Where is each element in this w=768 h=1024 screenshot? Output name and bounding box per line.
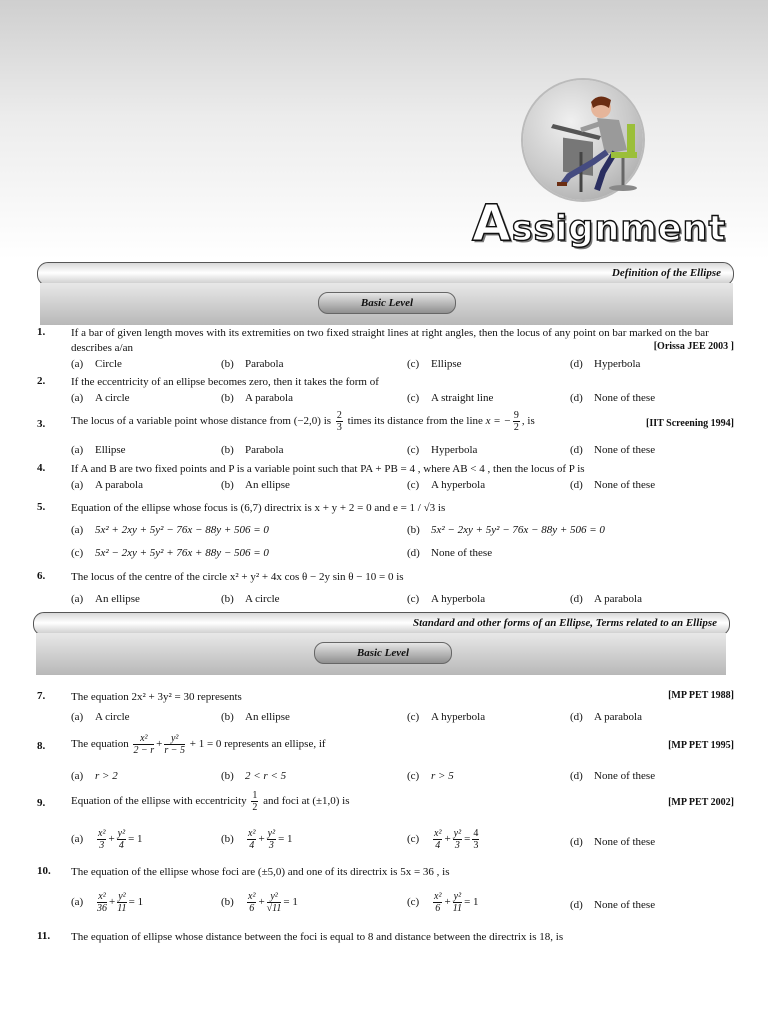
question-text: The locus of a variable point whose distance from (−2,0) is $\frac{2}{3}$ times its distance from the line x = − $\frac{9}{2}$ , is xyxy=(71,410,535,433)
option-c: (c) A hyperbola xyxy=(407,479,486,491)
option-d: (d) A parabola xyxy=(570,593,642,605)
question-5 xyxy=(37,501,734,563)
question-source: [MP PET 1988] xyxy=(668,690,734,701)
option-b: (b) A circle xyxy=(221,593,280,605)
question-text: If the eccentricity of an ellipse becomes zero, then it takes the form of xyxy=(71,376,379,388)
question-3 xyxy=(37,410,734,460)
option-c: (c) A straight line xyxy=(407,392,494,404)
option-b: (b) 2 < r < 5 xyxy=(221,770,287,782)
question-number: 3. xyxy=(37,418,46,430)
student-at-desk-icon xyxy=(523,80,643,200)
option-d: (d) A parabola xyxy=(570,711,642,723)
question-text: The equation $\frac{\text{x²}}{2 - r}$ + $\frac{\text{y²}}{r - 5}$ + 1 = 0 represents an ellipse, if xyxy=(71,733,326,756)
option-a: (a) Circle xyxy=(71,358,122,370)
question-number: 9. xyxy=(37,797,46,809)
option-a: (a) An ellipse xyxy=(71,593,140,605)
question-number: 6. xyxy=(37,570,46,582)
option-b: (b) A parabola xyxy=(221,392,293,404)
question-9 xyxy=(37,790,734,860)
question-number: 1. xyxy=(37,326,46,338)
option-d: (d) None of these xyxy=(570,899,656,911)
option-d: (d) None of these xyxy=(570,392,656,404)
option-c: (c) A hyperbola xyxy=(407,711,486,723)
question-10 xyxy=(37,865,734,927)
option-a: (a) $\frac{\text{x²}}{36}$ + $\frac{\text{y²}}{11}$ = 1 xyxy=(71,891,144,914)
option-a: (a) A circle xyxy=(71,392,130,404)
question-number: 10. xyxy=(37,865,51,877)
student-writing-logo xyxy=(523,80,643,200)
question-text: If A and B are two fixed points and P is a variable point such that PA + PB = 4 , where AB < 4 , then the locus of P is xyxy=(71,463,585,475)
question-text: If a bar of given length moves with its extremities on two fixed straight lines at right angles, then the locus of any point on bar marked on the bar describes a/an xyxy=(71,327,709,354)
option-b: (b) $\frac{\text{x²}}{6}$ + $\frac{\text{y²}}{√11}$ = 1 xyxy=(221,891,298,914)
question-text: Equation of the ellipse whose focus is (6,7) directrix is x + y + 2 = 0 and e = 1 / √3 is xyxy=(71,502,446,514)
section-heading: Standard and other forms of an Ellipse, Terms related to an Ellipse xyxy=(413,617,717,629)
option-b: (b) An ellipse xyxy=(221,479,290,491)
question-7 xyxy=(37,690,734,728)
option-d: (d) None of these xyxy=(570,444,656,456)
option-a: (a) A parabola xyxy=(71,479,143,491)
question-1 xyxy=(37,326,734,374)
option-b: (b) 5x² − 2xy + 5y² − 76x − 88y + 506 = 0 xyxy=(407,524,605,536)
question-text: The equation of ellipse whose distance between the foci is equal to 8 and distance between the directrix is 18, is xyxy=(71,931,564,943)
option-b: (b) An ellipse xyxy=(221,711,290,723)
question-2 xyxy=(37,375,734,407)
option-b: (b) Parabola xyxy=(221,358,284,370)
question-text: The locus of the centre of the circle x² + y² + 4x cos θ − 2y sin θ − 10 = 0 is xyxy=(71,571,404,583)
level-badge: Basic Level xyxy=(314,642,452,664)
question-number: 5. xyxy=(37,501,46,513)
section-heading: Definition of the Ellipse xyxy=(611,267,721,279)
question-number: 11. xyxy=(37,930,51,942)
question-text: The equation 2x² + 3y² = 30 represents xyxy=(71,691,242,703)
option-a: (a) $\frac{\text{x²}}{3}$ + $\frac{\text{y²}}{4}$ = 1 xyxy=(71,828,143,851)
question-8 xyxy=(37,733,734,785)
option-a: (a) 5x² + 2xy + 5y² − 76x − 88y + 506 = 0 xyxy=(71,524,269,536)
option-d: (d) None of these xyxy=(570,836,656,848)
option-a: (a) r > 2 xyxy=(71,770,118,782)
question-source: [Orissa JEE 2003 ] xyxy=(653,341,734,352)
question-source: [MP PET 2002] xyxy=(668,797,734,808)
option-d: (d) None of these xyxy=(570,770,656,782)
option-c: (c) 5x² − 2xy + 5y² + 76x + 88y − 506 = 0 xyxy=(71,547,269,559)
option-d: (d) None of these xyxy=(407,547,493,559)
level-badge: Basic Level xyxy=(318,292,456,314)
question-6 xyxy=(37,570,734,608)
option-a: (a) Ellipse xyxy=(71,444,126,456)
option-c: (c) $\frac{\text{x²}}{6}$ + $\frac{\text{y²}}{11}$ = 1 xyxy=(407,891,479,914)
option-c: (c) Hyperbola xyxy=(407,444,478,456)
question-4 xyxy=(37,462,734,494)
question-source: [IIT Screening 1994] xyxy=(646,418,734,429)
question-number: 2. xyxy=(37,375,46,387)
option-d: (d) None of these xyxy=(570,479,656,491)
question-number: 8. xyxy=(37,740,46,752)
question-text: Equation of the ellipse with eccentricity $\frac{1}{2}$ and foci at (±1,0) is xyxy=(71,790,350,813)
question-number: 4. xyxy=(37,462,46,474)
option-d: (d) Hyperbola xyxy=(570,358,641,370)
option-b: (b) Parabola xyxy=(221,444,284,456)
option-a: (a) A circle xyxy=(71,711,130,723)
option-c: (c) Ellipse xyxy=(407,358,462,370)
question-number: 7. xyxy=(37,690,46,702)
question-source: [MP PET 1995] xyxy=(668,740,734,751)
assignment-title: Assignment xyxy=(472,194,727,252)
option-b: (b) $\frac{\text{x²}}{4}$ + $\frac{\text{y²}}{3}$ = 1 xyxy=(221,828,293,851)
question-text: The equation of the ellipse whose foci are (±5,0) and one of its directrix is 5x = 36 , is xyxy=(71,866,450,878)
option-c: (c) r > 5 xyxy=(407,770,454,782)
option-c: (c) A hyperbola xyxy=(407,593,486,605)
question-11 xyxy=(37,930,734,950)
option-c: (c) $\frac{\text{x²}}{4}$ + $\frac{\text{y²}}{3}$ = $\frac{4}{3}$ xyxy=(407,828,479,851)
